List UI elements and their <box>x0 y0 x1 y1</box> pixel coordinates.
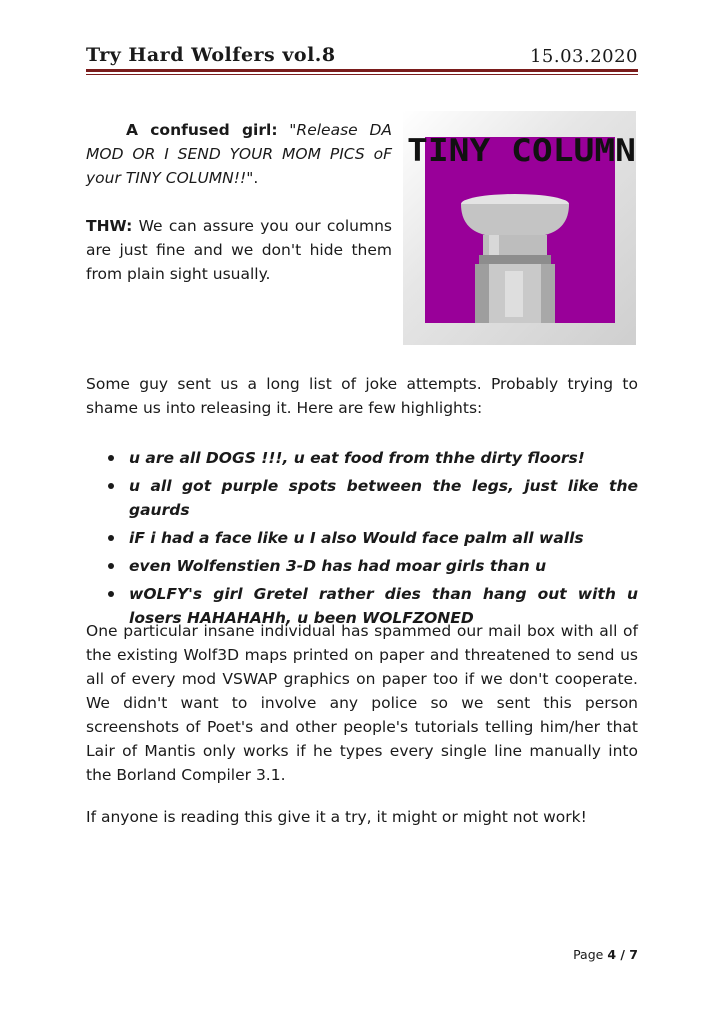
page-header-title: Try Hard Wolfers vol.8 <box>86 44 336 66</box>
list-item-text: u are all DOGS !!!, u eat food from thhe dirty floors! <box>129 449 585 467</box>
bullet-icon <box>108 483 114 489</box>
list-item-text: u all got purple spots between the legs, just like the gaurds <box>129 477 638 519</box>
page-label: Page <box>573 947 608 962</box>
question-text: Release DA MOD OR I SEND YOUR MOM PICS oF your TINY COLUMN!! <box>86 121 392 187</box>
list-item-text: iF i had a face like u I also Would face palm all walls <box>129 529 584 547</box>
joke-list <box>86 446 638 634</box>
page-total: 7 <box>629 947 638 962</box>
answer-text: We can assure you our columns are just fine and we don't hide them from plain sight usually. <box>86 217 392 283</box>
intro-paragraph: Some guy sent us a long list of joke attempts. Probably trying to shame us into releasing it. Here are few highlights: <box>86 375 638 417</box>
spam-paragraph: One particular insane individual has spammed our mail box with all of the existing Wolf3D maps printed on paper and threatened to send us all of every mod VSWAP graphics on paper too if we don't cooperate. We didn't want to involve any police so we sent this person screenshots of Poet's and other people's tutorials telling him/her that Lair of Mantis only works if he types every single line manually into the Borland Compiler 3.1. <box>86 622 638 784</box>
closing-paragraph: If anyone is reading this give it a try, it might or might not work! <box>86 808 587 826</box>
header-rule-thin <box>86 74 638 75</box>
header-rule-thick <box>86 69 638 72</box>
qa-block <box>86 118 392 286</box>
page-header-date: 15.03.2020 <box>529 46 638 67</box>
question-paragraph <box>86 118 392 190</box>
tiny-column-caption: TINY COLUMN <box>407 133 636 169</box>
list-item <box>86 446 638 470</box>
question-close: ". <box>246 169 259 187</box>
bullet-icon <box>108 591 114 597</box>
tiny-column-picture <box>403 111 636 345</box>
bullet-icon <box>108 455 114 461</box>
list-item-text: wOLFY's girl Gretel rather dies than hang out with u losers HAHAHAHh, u been WOLFZONED <box>129 585 638 627</box>
question-speaker: A confused girl: <box>126 121 278 139</box>
list-item <box>86 554 638 578</box>
bullet-icon <box>108 535 114 541</box>
page-current: 4 <box>607 947 617 962</box>
page-number <box>573 947 638 962</box>
question-open-quote: " <box>277 121 297 139</box>
list-item <box>86 474 638 522</box>
answer-speaker: THW: <box>86 217 133 235</box>
list-item <box>86 526 638 550</box>
bullet-icon <box>108 563 114 569</box>
answer-paragraph <box>86 214 392 286</box>
list-item-text: even Wolfenstien 3-D has had moar girls than u <box>129 557 547 575</box>
page-separator: / <box>616 947 630 962</box>
tiny-column-image <box>403 111 636 345</box>
